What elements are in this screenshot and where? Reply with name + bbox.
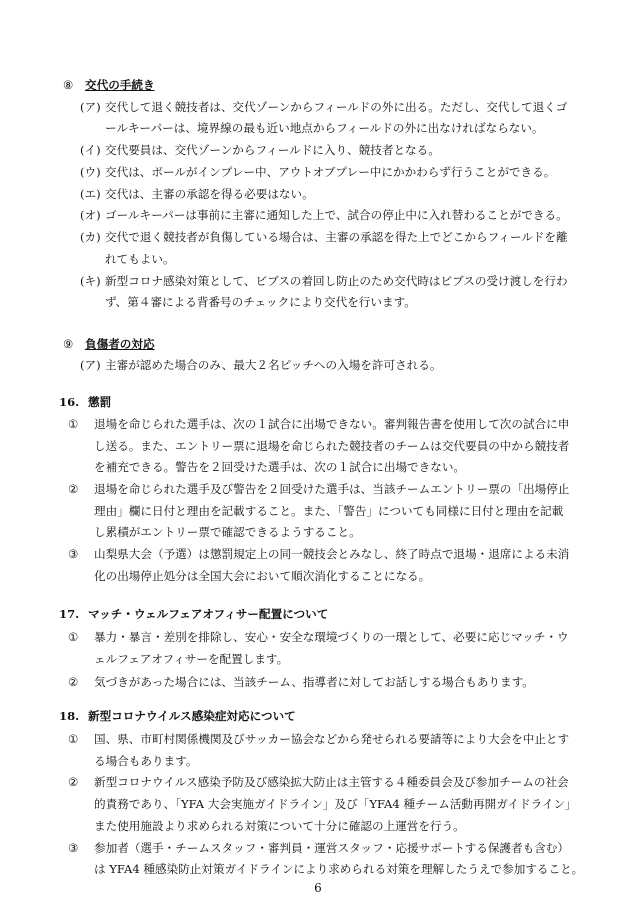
sec18-item-mark: ② bbox=[68, 775, 79, 790]
sec18-item-line: は YFA4 種感染防止対策ガイドラインにより求められる対策を理解したうえで参加すること。 bbox=[94, 862, 584, 877]
exchange-number: ⑧ bbox=[63, 77, 74, 92]
sec17-heading bbox=[59, 606, 328, 624]
sec17-item-line: 気づきがあった場合には、当該チーム、指導者に対してお話しする場合もあります。 bbox=[94, 674, 534, 689]
sec17-item-mark: ② bbox=[68, 674, 79, 689]
sec17-item-mark: ① bbox=[68, 630, 79, 645]
sec16-item-line: し累積がエントリー票で確認できるようすること。 bbox=[94, 525, 361, 540]
sec18-item-line: る場合もあります。 bbox=[94, 753, 198, 768]
exchange-item-mark: (エ) bbox=[80, 186, 101, 201]
exchange-item-line: 新型コロナ感染対策として、ビブスの着回し防止のため交代時はビブスの受け渡しを行わ bbox=[105, 273, 568, 288]
exchange-item-mark: (オ) bbox=[80, 208, 101, 223]
injury-title: 負傷者の対応 bbox=[85, 336, 155, 351]
exchange-item-line: れてもよい。 bbox=[105, 251, 175, 266]
sec16-item-line: 退場を命じられた選手は、次の１試合に出場できない。審判報告書を使用して次の試合に申 bbox=[94, 416, 570, 431]
injury-heading bbox=[63, 336, 155, 354]
sec16-item-line: を補充できる。警告を２回受けた選手は、次の１試合に出場できない。 bbox=[94, 460, 466, 475]
exchange-item-line: 交代は、ボールがインプレー中、アウトオブプレー中にかかわらず行うことができる。 bbox=[105, 164, 556, 179]
injury-number: ⑨ bbox=[63, 336, 74, 351]
sec18-item-line: 的責務であり、「YFA 大会実施ガイドライン」及び「YFA4 種チーム活動再開ガイドライン」 bbox=[94, 797, 577, 811]
sec16-item-line: 化の出場停止処分は全国大会において順次消化することになる。 bbox=[94, 568, 431, 583]
injury-item-line: 主審が認めた場合のみ、最大２名ピッチへの入場を許可される。 bbox=[105, 357, 442, 372]
sec18-item-line: また使用施設より求められる対策について十分に確認の上運営を行う。 bbox=[94, 818, 465, 833]
exchange-heading bbox=[63, 77, 155, 95]
exchange-item-line: 交代して退く競技者は、交代ゾーンからフィールドの外に出る。ただし、交代して退くゴ bbox=[105, 99, 568, 114]
exchange-item-line: ゴールキーパーは事前に主審に通知した上で、試合の停止中に入れ替わることができる。 bbox=[105, 208, 568, 223]
sec16-number: 16. bbox=[59, 395, 80, 409]
exchange-item-mark: (イ) bbox=[80, 143, 101, 158]
sec18-item-mark: ③ bbox=[68, 840, 79, 855]
sec18-item-line: 国、県、市町村関係機関及びサッカー協会などから発せられる要請等により大会を中止とす bbox=[94, 731, 570, 746]
sec16-item-line: し送る。また、エントリー票に退場を命じられた競技者のチームは交代要員の中から競技者 bbox=[94, 438, 570, 453]
exchange-item-line: 交代は、主審の承認を得る必要はない。 bbox=[105, 186, 314, 201]
sec17-number: 17. bbox=[59, 607, 80, 622]
sec16-item-mark: ① bbox=[68, 416, 79, 431]
sec18-item-line: 参加者（選手・チームスタッフ・審判員・運営スタッフ・応援サポートする保護者も含む） bbox=[94, 840, 569, 855]
exchange-item-line: ールキーパーは、境界線の最も近い地点からフィールドの外に出なければならない。 bbox=[105, 121, 544, 136]
exchange-title: 交代の手続き bbox=[85, 77, 155, 92]
exchange-item-mark: (カ) bbox=[80, 230, 101, 244]
sec18-item-mark: ① bbox=[68, 731, 79, 746]
sec18-title: 新型コロナウイルス感染症対応について bbox=[88, 709, 296, 724]
sec17-title: マッチ・ウェルフェアオフィサー配置について bbox=[88, 607, 329, 622]
sec16-item-line: 理由」欄に日付と理由を記載すること。また、「警告」についても同様に日付と理由を記載 bbox=[94, 503, 564, 518]
exchange-item-line: 交代要員は、交代ゾーンからフィールドに入り、競技者となる。 bbox=[105, 143, 440, 158]
sec16-title: 懲罰 bbox=[88, 395, 112, 409]
sec16-item-line: 山梨県大会（予選）は懲罰規定上の同一競技会とみなし、終了時点で退場・退席による未消 bbox=[94, 547, 570, 562]
sec18-item-line: 新型コロナウイルス感染予防及び感染拡大防止は主管する４種委員会及び参加チームの社会 bbox=[94, 775, 569, 790]
page-number: 6 bbox=[314, 881, 322, 895]
sec16-item-mark: ③ bbox=[68, 547, 79, 562]
sec16-item-line: 退場を命じられた選手及び警告を２回受けた選手は、当該チームエントリー票の「出場停止 bbox=[94, 481, 570, 496]
exchange-item-mark: (ア) bbox=[80, 99, 101, 114]
exchange-item-mark: (ウ) bbox=[80, 164, 101, 179]
sec18-number: 18. bbox=[59, 709, 80, 724]
sec17-item-line: 暴力・暴言・差別を排除し、安心・安全な環境づくりの一環として、必要に応じマッチ・ウ bbox=[94, 630, 569, 645]
sec16-item-mark: ② bbox=[68, 481, 79, 496]
injury-item-mark: (ア) bbox=[80, 357, 101, 372]
sec18-heading bbox=[59, 708, 296, 726]
sec16-heading bbox=[59, 394, 111, 412]
sec17-item-line: ェルフェアオフィサーを配置します。 bbox=[94, 651, 289, 666]
exchange-item-line: 交代で退く競技者が負傷している場合は、主審の承認を得た上でどこからフィールドを離 bbox=[105, 230, 568, 244]
exchange-item-mark: (キ) bbox=[80, 273, 101, 288]
exchange-item-line: ず、第４審による背番号のチェックにより交代を行います。 bbox=[105, 295, 416, 310]
